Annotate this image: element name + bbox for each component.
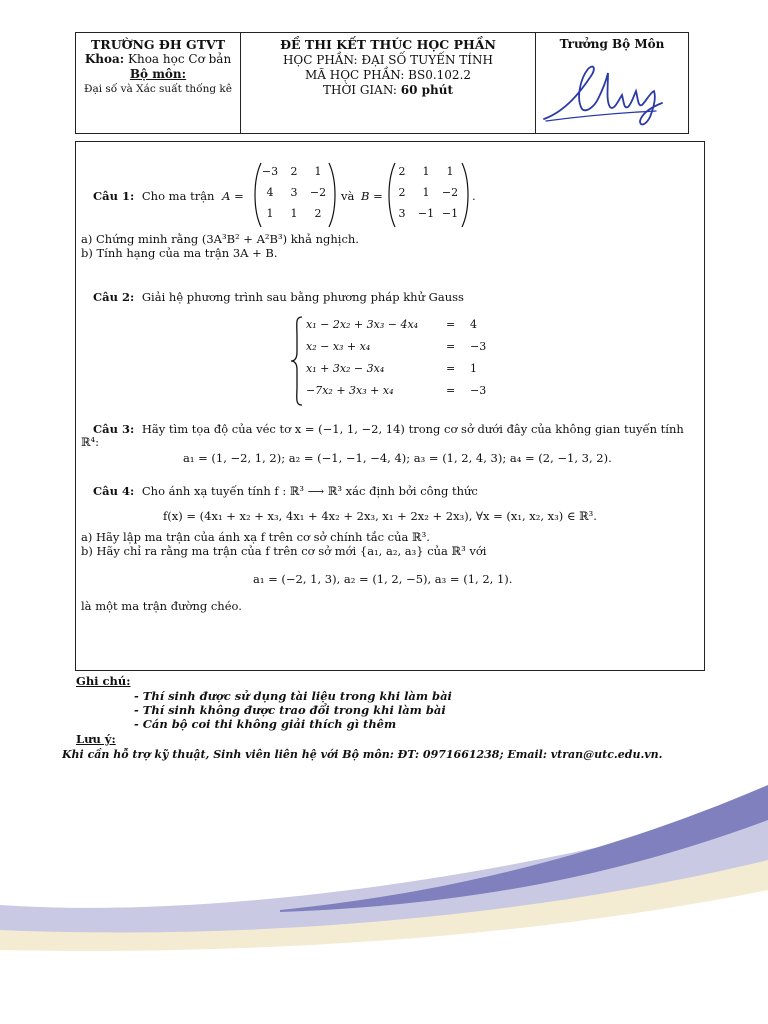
q4-label: Câu 4: [93, 484, 135, 498]
q3-text: Hãy tìm tọa độ của véc tơ x = (−1, 1, −2, 14) trong cơ sở dưới đây của không gian tuyến tính [141, 422, 684, 436]
time-value: 60 phút [400, 83, 454, 97]
q2-label: Câu 2: [93, 290, 135, 304]
q4-conclusion: là một ma trận đường chéo. [81, 599, 242, 613]
matA-cell-r2c3: −2 [309, 186, 327, 199]
matB-cell-r1c1: 2 [398, 165, 406, 178]
matB-cell-r3c1: 3 [398, 207, 406, 220]
matrix-a [259, 165, 331, 229]
q3-basis: a₁ = (1, −2, 1, 2); a₂ = (−1, −1, −4, 4); a₃ = (1, 2, 4, 3); a₄ = (2, −1, 3, 2). [183, 451, 612, 465]
matB-cell-r2c1: 2 [398, 186, 406, 199]
dept-label: Bộ môn: [129, 67, 187, 81]
q2-eq-sign-1: = [446, 318, 456, 331]
q2-eq-rhs-3: 1 [470, 362, 477, 375]
q1-part-b: b) Tính hạng của ma trận 3A + B. [81, 246, 278, 260]
matB-cell-r3c3: −1 [441, 207, 459, 220]
matB-cell-r1c2: 1 [422, 165, 430, 178]
ghi-chu-label: Ghi chú: [76, 674, 131, 688]
q2-eq-rhs-4: −3 [470, 384, 487, 397]
q1-intro: Cho ma trận [141, 189, 215, 203]
questions-box [75, 141, 705, 671]
header-signature-cell [536, 33, 688, 133]
matA-cell-r1c2: 2 [290, 165, 298, 178]
q2-eq-lhs-1: x₁ − 2x₂ + 3x₃ − 4x₄ [306, 318, 419, 331]
q2-eq-sign-3: = [446, 362, 456, 375]
q2-eq-sign-4: = [446, 384, 456, 397]
matrix-b [391, 165, 463, 229]
q1-conj-line [341, 189, 383, 203]
header-exam-cell [241, 33, 536, 133]
q4-part-b: b) Hãy chỉ ra rằng ma trận của f trên cơ sở mới {a₁, a₂, a₃} của ℝ³ với [81, 544, 487, 558]
q2-equation-system [306, 318, 506, 408]
matA-cell-r2c1: 4 [266, 186, 274, 199]
note-item-3: - Cán bộ coi thi không giải thích gì thêm [134, 717, 397, 731]
q2-eq-rhs-2: −3 [470, 340, 487, 353]
school-name: TRƯỜNG ĐH GTVT [91, 37, 225, 52]
q2-eq-sign-2: = [446, 340, 456, 353]
matB-cell-r1c3: 1 [446, 165, 454, 178]
header-school-cell [76, 33, 241, 133]
q3-label: Câu 3: [93, 422, 135, 436]
exam-header [75, 32, 689, 134]
q2-intro: Giải hệ phương trình sau bằng phương pháp khử Gauss [141, 290, 464, 304]
matB-cell-r2c2: 1 [422, 186, 430, 199]
q1-part-a: a) Chứng minh rằng (3A³B² + A²B³) khả nghịch. [81, 232, 359, 246]
exam-title: ĐỀ THI KẾT THÚC HỌC PHẦN [280, 37, 496, 52]
q3-line1 [93, 422, 684, 436]
dept-value: Đại số và Xác suất thống kê [83, 83, 232, 95]
matB-cell-r3c2: −1 [417, 207, 435, 220]
q1-label: Câu 1: [93, 189, 135, 203]
q4-formula: f(x) = (4x₁ + x₂ + x₃, 4x₁ + 4x₂ + 2x₃, x₁ + 2x₂ + 2x₃), ∀x = (x₁, x₂, x₃) ∈ ℝ³. [163, 509, 597, 523]
faculty-label: Khoa: [84, 52, 125, 66]
q1-label-line [93, 189, 244, 203]
code-line: MÃ HỌC PHẦN: BS0.102.2 [304, 68, 472, 82]
support-contact: Khi cần hỗ trợ kỹ thuật, Sinh viên liên hệ với Bộ môn: ĐT: 0971661238; Email: vtran@utc.edu.vn. [62, 748, 663, 761]
q2-intro-line [93, 290, 464, 304]
matA-cell-r1c1: −3 [261, 165, 279, 178]
matA-cell-r3c1: 1 [266, 207, 274, 220]
note-item-1: - Thí sinh được sử dụng tài liệu trong khi làm bài [134, 689, 452, 703]
time-line [241, 83, 535, 98]
q1-end: . [472, 189, 476, 203]
matA-cell-r2c2: 3 [290, 186, 298, 199]
q4-intro-line [93, 484, 478, 498]
q1-mat-b-name: B = [361, 189, 383, 203]
faculty-value: Khoa học Cơ bản [128, 52, 232, 66]
mat-b-right-paren [461, 162, 471, 228]
note-item-2: - Thí sinh không được trao đổi trong khi làm bài [134, 703, 446, 717]
q4-intro: Cho ánh xạ tuyến tính f : ℝ³ ⟶ ℝ³ xác định bởi công thức [141, 484, 478, 498]
time-prefix: THỜI GIAN: [322, 83, 397, 97]
q3-line2: ℝ⁴: [81, 435, 100, 449]
q4-part-a: a) Hãy lập ma trận của ánh xạ f trên cơ sở chính tắc của ℝ³. [81, 530, 430, 544]
decorative-wave-band [0, 780, 768, 980]
luu-y-label: Lưu ý: [76, 732, 116, 746]
matA-cell-r3c3: 2 [314, 207, 322, 220]
faculty-line [76, 52, 240, 67]
handwritten-signature [536, 51, 686, 131]
q1-mat-a-name: A = [222, 189, 244, 203]
q4-basis: a₁ = (−2, 1, 3), a₂ = (1, 2, −5), a₃ = (1, 2, 1). [253, 572, 513, 586]
q2-eq-lhs-4: −7x₂ + 3x₃ + x₄ [306, 384, 394, 397]
q2-system-brace [290, 316, 304, 406]
q2-eq-lhs-3: x₁ + 3x₂ − 3x₄ [306, 362, 385, 375]
q1-conj: và [341, 189, 355, 203]
q2-eq-lhs-2: x₂ − x₃ + x₄ [306, 340, 371, 353]
q2-eq-rhs-1: 4 [470, 318, 477, 331]
course-line: HỌC PHẦN: ĐẠI SỐ TUYẾN TÍNH [282, 53, 494, 67]
matA-cell-r1c3: 1 [314, 165, 322, 178]
signer-title: Trưởng Bộ Môn [559, 37, 665, 51]
matA-cell-r3c2: 1 [290, 207, 298, 220]
mat-a-right-paren [328, 162, 338, 228]
matB-cell-r2c3: −2 [441, 186, 459, 199]
